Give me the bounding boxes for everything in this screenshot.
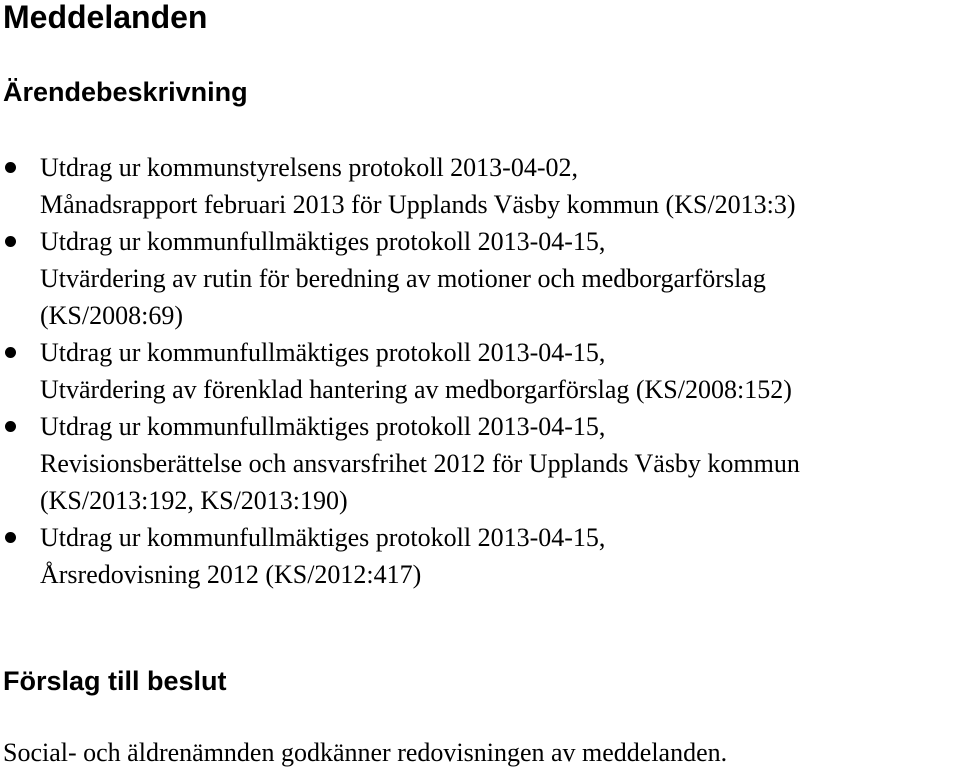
list-item-line: (KS/2008:69) xyxy=(40,301,183,330)
list-item xyxy=(0,223,960,334)
bullet-icon xyxy=(5,162,16,173)
list-item xyxy=(0,519,960,593)
bullet-icon xyxy=(5,421,16,432)
list-item xyxy=(0,408,960,519)
list-item-line: Utdrag ur kommunfullmäktiges protokoll 2013-04-15, xyxy=(40,523,606,552)
message-list xyxy=(0,149,960,593)
proposal-text: Social- och äldrenämnden godkänner redovisningen av meddelanden. xyxy=(3,738,728,767)
bullet-icon xyxy=(5,347,16,358)
bullet-icon xyxy=(5,236,16,247)
list-item-line: Utdrag ur kommunfullmäktiges protokoll 2013-04-15, xyxy=(40,338,606,367)
page-title: Meddelanden xyxy=(3,0,208,35)
list-item-line: Utvärdering av rutin för beredning av motioner och medborgarförslag xyxy=(40,264,766,293)
list-item xyxy=(0,334,960,408)
list-item-line: Årsredovisning 2012 (KS/2012:417) xyxy=(40,560,422,589)
list-item-line: Revisionsberättelse och ansvarsfrihet 2012 för Upplands Väsby kommun xyxy=(40,449,800,478)
list-item-line: Utdrag ur kommunfullmäktiges protokoll 2013-04-15, xyxy=(40,412,606,441)
list-item-line: Utvärdering av förenklad hantering av medborgarförslag (KS/2008:152) xyxy=(40,375,792,404)
list-item-line: Utdrag ur kommunfullmäktiges protokoll 2013-04-15, xyxy=(40,227,606,256)
list-item-line: Utdrag ur kommunstyrelsens protokoll 2013-04-02, xyxy=(40,153,578,182)
list-item-line: Månadsrapport februari 2013 för Upplands Väsby kommun (KS/2013:3) xyxy=(40,190,796,219)
bullet-icon xyxy=(5,532,16,543)
proposal-heading: Förslag till beslut xyxy=(3,666,227,696)
list-item xyxy=(0,149,960,223)
list-item-line: (KS/2013:192, KS/2013:190) xyxy=(40,486,348,515)
description-heading: Ärendebeskrivning xyxy=(3,77,248,107)
